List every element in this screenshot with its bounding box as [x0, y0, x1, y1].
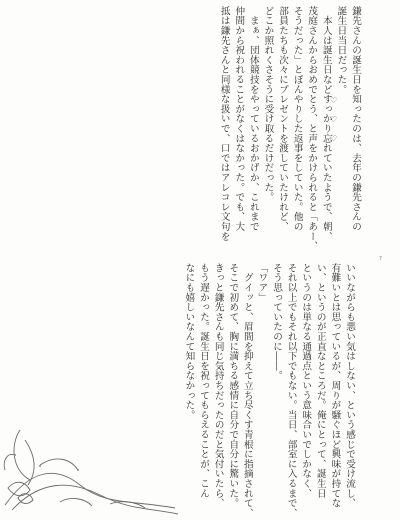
heart-decorations	[330, 96, 337, 143]
heart-icon: ♡	[330, 96, 338, 105]
page-number: 7	[378, 256, 382, 262]
floral-ornament-icon	[0, 410, 180, 520]
text-column-top: 鎌先さんの誕生日を知ったのは、去年の鎌先さんの 誕生日当日だった。 本人は誕生日などすっかり忘れていたようで、朝、 茂庭さんからおめでとう、と声をかけられると「あー、 そうだった」とぼんやりした返事をしていた。他の 部員たちも次々にプレゼントを渡していたけれど、 どこか照れくさそうに受け取るだけだった。 まぁ、団体競技をやっているおかげか、これまで 仲間から祝われることがなくはなかった。でも、大 抵は鎌先さんと同様な扱いで、口ではアレコレ文句を	[218, 6, 361, 251]
heart-icon: ♡	[330, 134, 338, 143]
text-column-bottom: いいながらも悪い気はしない、という感じで受け流し、 有難いとは思っているが、周りが騒ぐほど興味が持てな い、というのが正直なところだ。俺にとって、誕生日 というのは単なる通過点という意味合いでしかなく、 それ以上でもそれ以下でもない。当日、部室に入るまで、 そう思っていたのに――。 「ワア」 グイッと、眉間を抑えて立ち尽くす青根に指摘されて、 そこで初めて、胸に満ちる感情に自分で自分に驚いた。 きっと鎌先さんも同じ気持ちだったのだと気付いたら、 もう遅かった。誕生日を祝ってもらえることが、こん なにも嬉しいなんて知らなかった。	[183, 263, 355, 518]
heart-icon: ♡	[330, 115, 338, 124]
